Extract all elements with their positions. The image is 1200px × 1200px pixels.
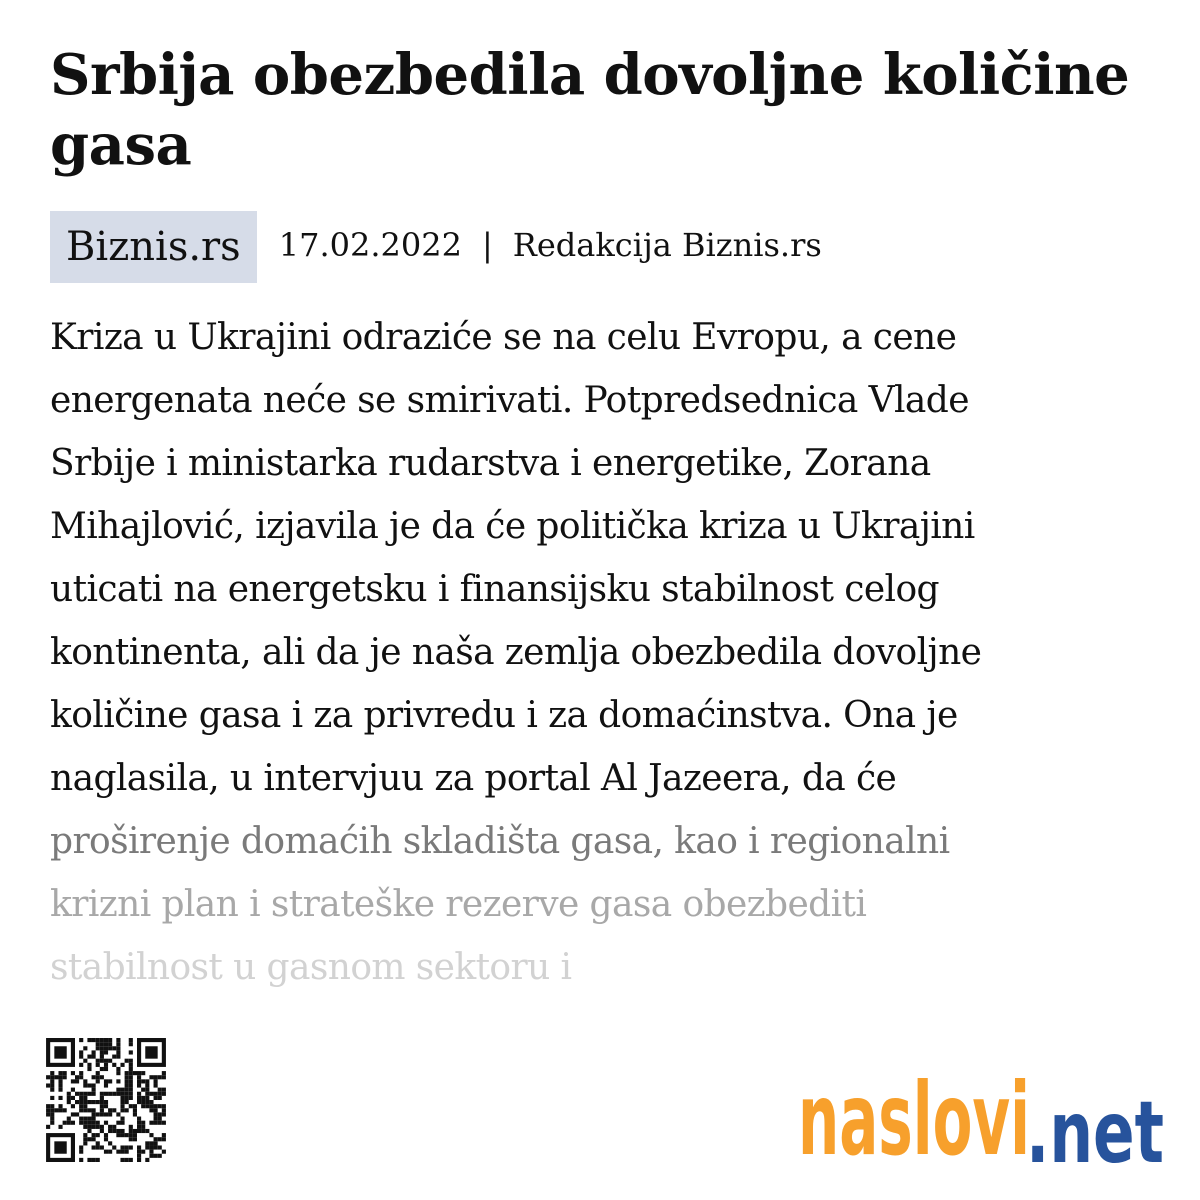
- logo-text-naslovi: naslovi: [798, 1062, 1030, 1172]
- body-line: količine gasa i za privredu i za domaćinstva. Ona je: [50, 695, 958, 736]
- qr-code-icon[interactable]: [46, 1038, 166, 1162]
- article-title: Srbija obezbedila dovoljne količine gasa: [50, 42, 1130, 178]
- meta-info: [279, 226, 822, 264]
- body-line: Srbije i ministarka rudarstva i energetike, Zorana: [50, 443, 931, 484]
- body-line: Mihajlović, izjavila je da će politička kriza u Ukrajini: [50, 506, 975, 547]
- article-date: 17.02.2022: [278, 226, 462, 264]
- body-line: naglasila, u intervjuu za portal Al Jazeera, da će: [50, 758, 897, 799]
- body-line-faded: proširenje domaćih skladišta gasa, kao i regionalni: [50, 821, 950, 862]
- body-line: energenata neće se smirivati. Potpredsednica Vlade: [50, 380, 969, 421]
- article-body: [50, 306, 1160, 999]
- body-line-faded: stabilnost u gasnom sektoru i: [50, 947, 572, 988]
- logo-graphic: [798, 1062, 1168, 1172]
- logo-text-net: .net: [1026, 1083, 1164, 1172]
- body-line: uticati na energetsku i finansijsku stabilnost celog: [50, 569, 939, 610]
- article-author: Redakcija Biznis.rs: [512, 226, 822, 264]
- qr-code-graphic: [46, 1038, 166, 1162]
- body-line: kontinenta, ali da je naša zemlja obezbedila dovoljne: [50, 632, 982, 673]
- meta-separator: |: [481, 226, 493, 264]
- body-line: Kriza u Ukrajini odraziće se na celu Evropu, a cene: [50, 317, 957, 358]
- article-meta: [50, 211, 822, 283]
- naslovi-net-logo[interactable]: [798, 1062, 1168, 1172]
- body-line-faded: krizni plan i strateške rezerve gasa obezbediti: [50, 884, 867, 925]
- source-badge[interactable]: Biznis.rs: [50, 211, 257, 283]
